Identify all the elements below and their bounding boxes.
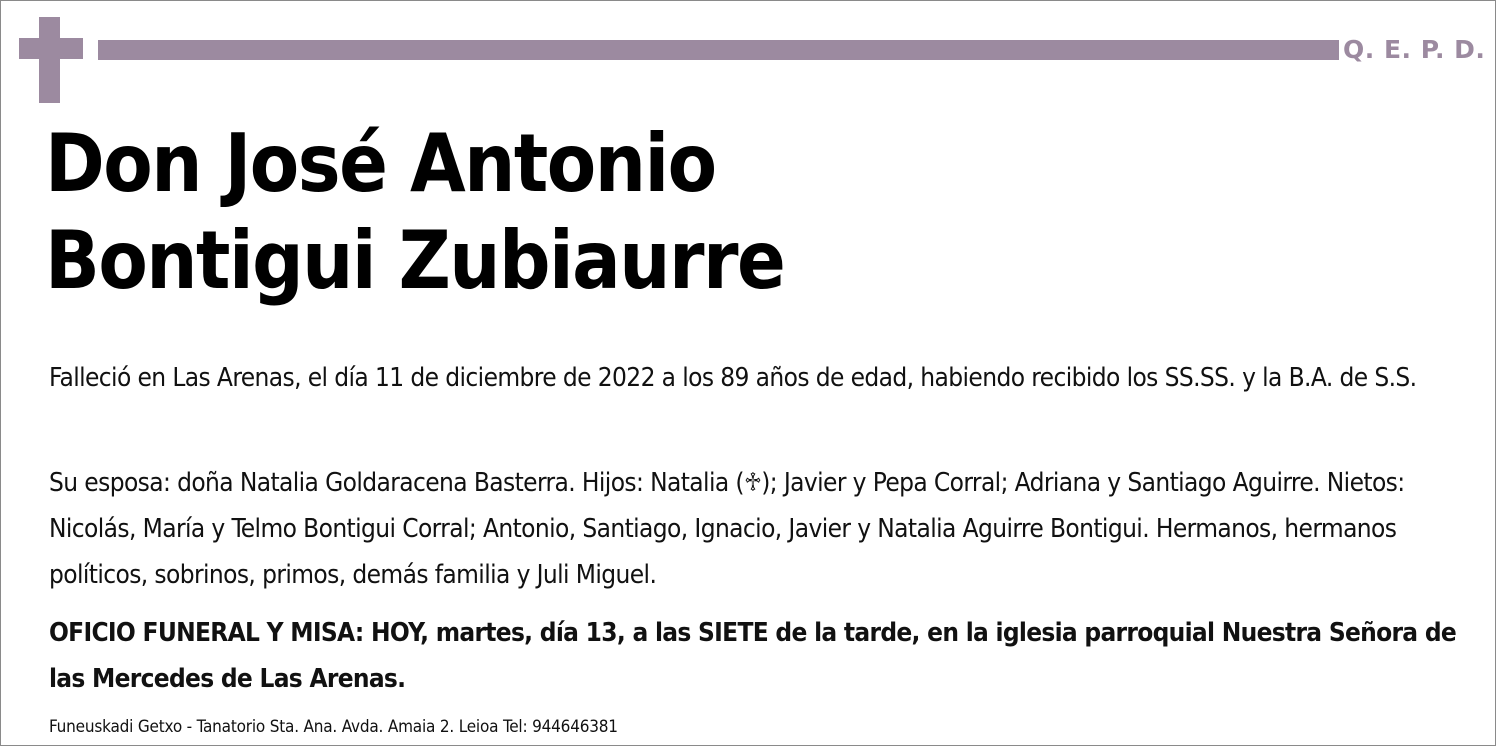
cross-horizontal-bar <box>19 38 83 59</box>
family-paragraph: Su esposa: doña Natalia Goldaracena Basterra. Hijos: Natalia (♱); Javier y Pepa Corral; Adriana y Santiago Aguirre. Nietos: Nicolás, María y Telmo Bontigui Corral; Antonio, Santiago, Ignacio, Javier y Natalia Aguirre Bontigui. Hermanos, hermanos políticos, sobrinos, primos, demás familia y Juli Miguel. <box>49 468 1405 590</box>
death-paragraph: Falleció en Las Arenas, el día 11 de diciembre de 2022 a los 89 años de edad, habiendo recibido los SS.SS. y la B.A. de S.S. <box>49 363 1417 393</box>
qepd-label: Q. E. P. D. <box>1343 35 1486 64</box>
deceased-name-line2: Bontigui Zubiaurre <box>45 214 785 307</box>
funeral-home-footer: Funeuskadi Getxo - Tanatorio Sta. Ana. Avda. Amaia 2. Leioa Tel: 944646381 <box>49 717 618 737</box>
funeral-service-paragraph: OFICIO FUNERAL Y MISA: HOY, martes, día 13, a las SIETE de la tarde, en la iglesia parroquial Nuestra Señora de las Mercedes de Las Arenas. <box>49 618 1457 694</box>
deceased-name-line1: Don José Antonio <box>45 117 716 210</box>
latin-cross-icon <box>19 17 83 103</box>
header-rule <box>98 40 1339 60</box>
deceased-name <box>45 115 1045 309</box>
cross-vertical-bar <box>39 17 60 103</box>
